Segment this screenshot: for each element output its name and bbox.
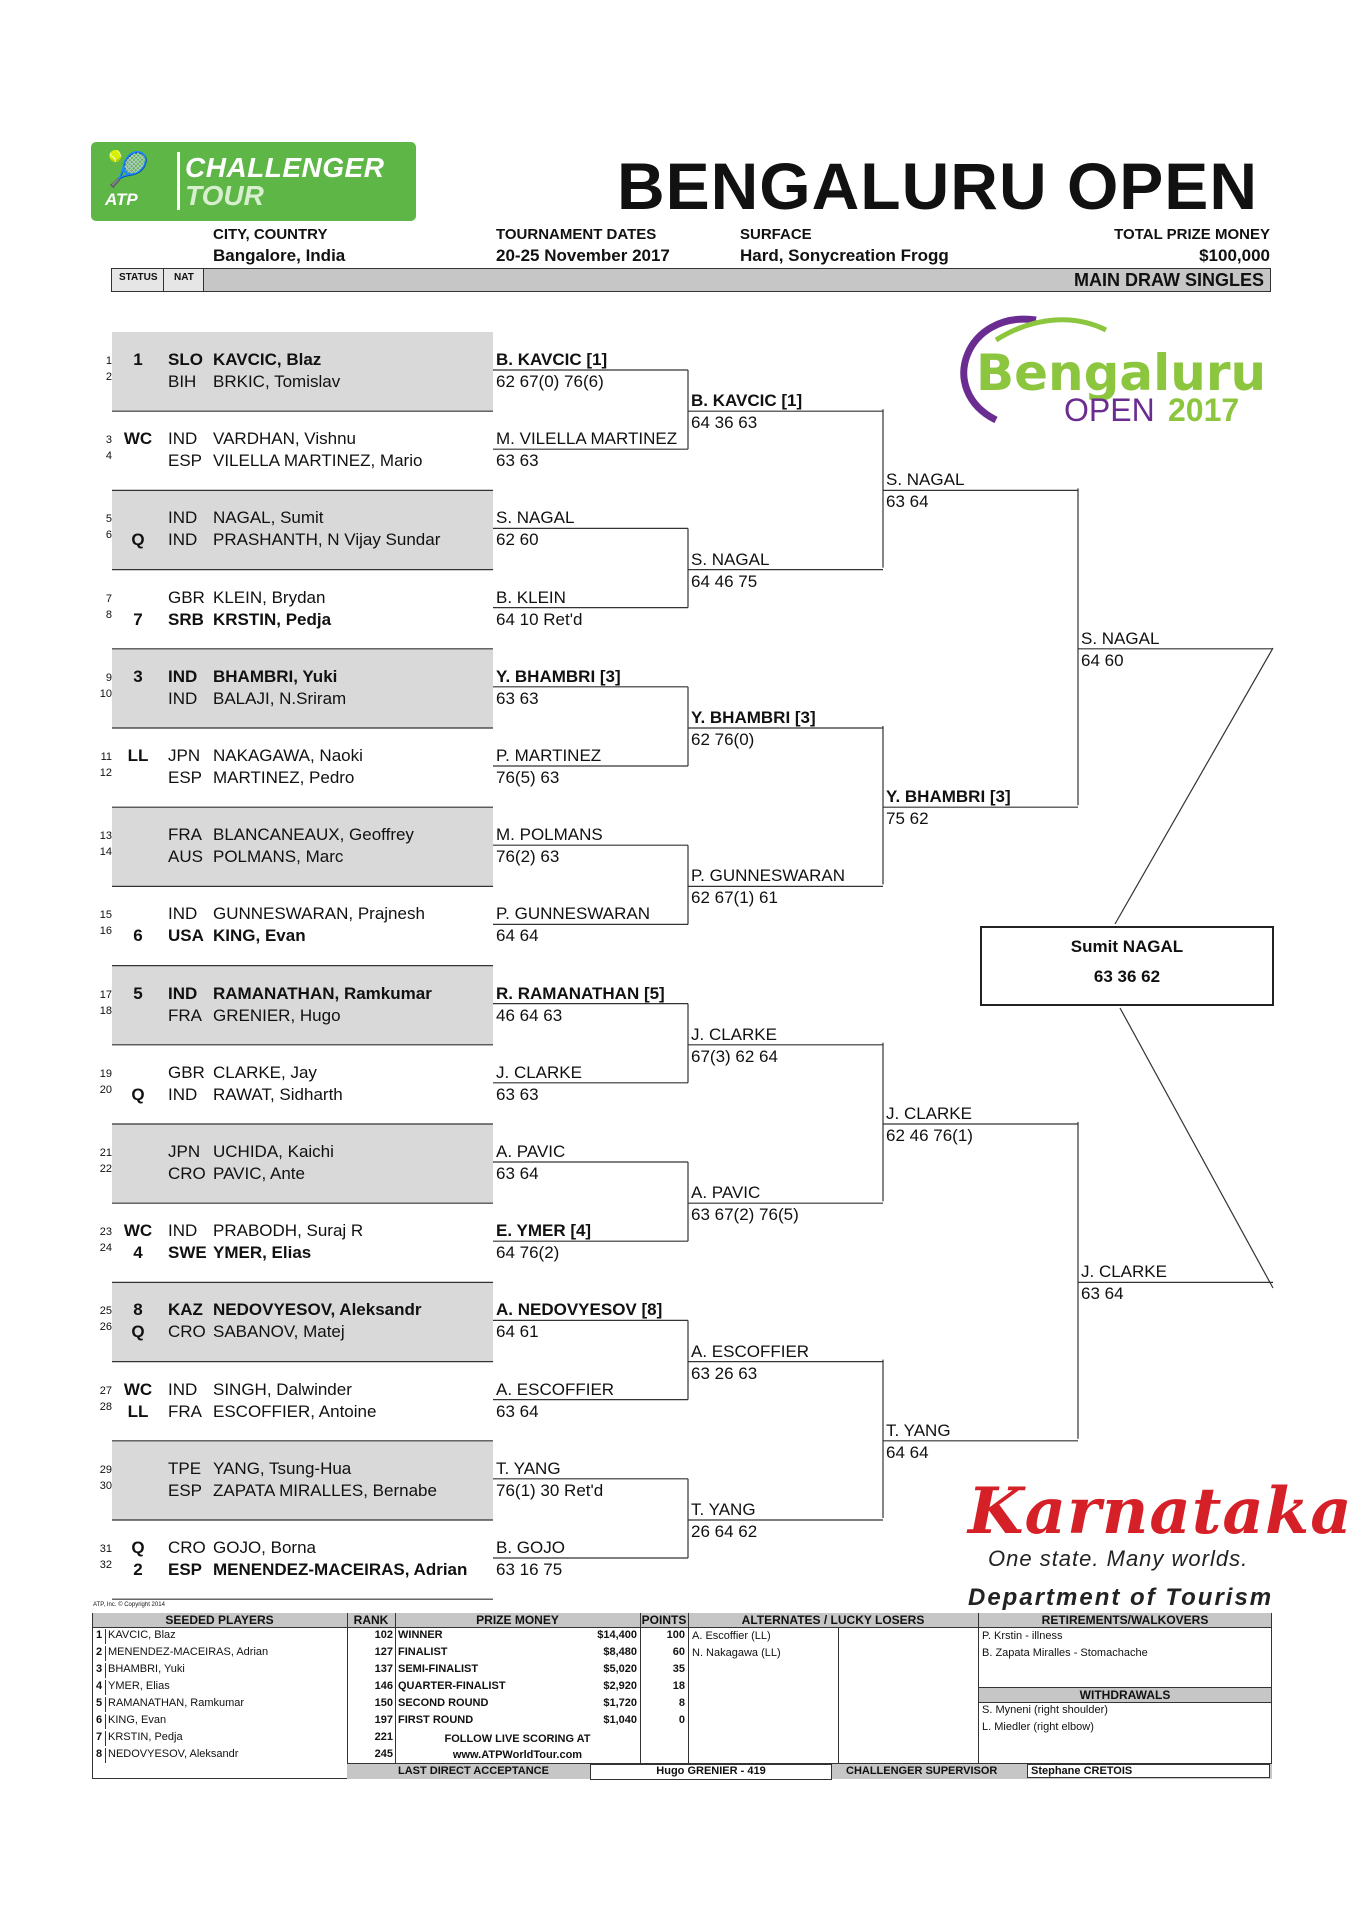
retirement-entry: B. Zapata Miralles - Stomachache xyxy=(982,1647,1148,1659)
draw-number: 12 xyxy=(99,767,112,779)
seeded-player-name: BHAMBRI, Yuki xyxy=(108,1663,185,1675)
points-header: POINTS xyxy=(641,1613,687,1627)
winner-name: J. CLARKE xyxy=(496,1062,582,1082)
seed-status: WC xyxy=(123,429,153,449)
prize-points: 18 xyxy=(672,1680,685,1692)
player-nat: IND xyxy=(168,904,198,924)
player-name: SABANOV, Matej xyxy=(213,1322,345,1342)
status-column-header: STATUS xyxy=(119,272,158,283)
player-name: UCHIDA, Kaichi xyxy=(213,1142,334,1161)
seed-status: Q xyxy=(131,1322,145,1342)
prize-money: $8,480 xyxy=(603,1646,637,1658)
seed-status: Q xyxy=(131,1084,145,1104)
winner-name: A. ESCOFFIER xyxy=(691,1341,810,1361)
seeded-rank: 197 xyxy=(374,1714,393,1726)
player-name: BALAJI, N.Sriram xyxy=(213,688,347,708)
seed-number: 7 xyxy=(96,1731,103,1743)
player-name: POLMANS, Marc xyxy=(213,847,344,867)
player-nat: ESP xyxy=(168,768,203,787)
winner-name: E. YMER [4] xyxy=(496,1221,592,1241)
draw-number: 32 xyxy=(99,1559,112,1571)
player-name: BRKIC, Tomislav xyxy=(213,372,341,391)
winner-name: T. YANG xyxy=(886,1420,951,1440)
bengaluru-open-logo xyxy=(946,310,1266,430)
seed-status: Q xyxy=(131,1538,145,1557)
player-nat: JPN xyxy=(168,746,201,765)
prize-money: $2,920 xyxy=(603,1680,637,1692)
winner-score: 64 76(2) xyxy=(496,1243,560,1263)
withdrawal-entry: S. Myneni (right shoulder) xyxy=(982,1704,1108,1716)
player-nat: IND xyxy=(168,1221,198,1241)
prize-points: 60 xyxy=(672,1646,685,1658)
seed-divider xyxy=(105,1731,106,1746)
winner-score: 62 60 xyxy=(496,530,539,550)
karnataka-logo: Karnataka xyxy=(968,1474,1353,1549)
surface-label: SURFACE xyxy=(740,226,812,243)
prize-points: 8 xyxy=(678,1697,685,1709)
winner-name: R. RAMANATHAN [5] xyxy=(496,983,665,1003)
prize-header: PRIZE MONEY xyxy=(476,1613,559,1627)
player-nat: CRO xyxy=(168,1164,206,1183)
player-name: NAGAL, Sumit xyxy=(213,508,324,528)
winner-name: P. GUNNESWARAN xyxy=(691,866,845,886)
prize-round: SEMI-FINALIST xyxy=(398,1663,479,1675)
prize-round: FIRST ROUND xyxy=(398,1714,474,1726)
seeded-player-name: YMER, Elias xyxy=(108,1680,170,1692)
winner-score: 76(2) 63 xyxy=(496,847,560,867)
winner-name: Y. BHAMBRI [3] xyxy=(496,666,621,686)
winner-name: J. CLARKE xyxy=(886,1104,972,1123)
player-name: NEDOVYESOV, Aleksandr xyxy=(213,1300,422,1320)
player-nat: FRA xyxy=(168,1401,202,1421)
seed-divider xyxy=(105,1663,106,1678)
draw-number: 29 xyxy=(99,1463,112,1476)
player-name: YMER, Elias xyxy=(213,1243,312,1263)
winner-name: T. YANG xyxy=(691,1500,756,1519)
player-nat: AUS xyxy=(168,847,203,867)
player-nat: JPN xyxy=(168,1142,201,1161)
draw-number: 20 xyxy=(99,1083,112,1096)
copyright: ATP, Inc. © Copyright 2014 xyxy=(93,1602,165,1608)
prize-money: $1,720 xyxy=(603,1697,637,1709)
winner-score: 63 64 xyxy=(886,492,929,512)
dates-value: 20-25 November 2017 xyxy=(496,246,670,265)
player-name: VARDHAN, Vishnu xyxy=(213,429,356,449)
header-rule xyxy=(92,1627,1272,1628)
winner-name: B. KAVCIC [1] xyxy=(496,350,608,369)
department-tourism: Department of Tourism xyxy=(968,1584,1274,1611)
winner-score: 62 67(1) 61 xyxy=(691,888,778,908)
draw-number: 17 xyxy=(99,988,112,1001)
retirement-entry: P. Krstin - illness xyxy=(982,1630,1063,1642)
tennis-player-icon: 🎾 xyxy=(107,151,150,189)
winner-name: M. POLMANS xyxy=(496,825,603,845)
draw-number: 8 xyxy=(105,608,112,621)
winner-name: S. NAGAL xyxy=(691,549,770,569)
seed-divider xyxy=(105,1629,106,1644)
player-name: RAMANATHAN, Ramkumar xyxy=(213,983,432,1003)
nat-column-header: NAT xyxy=(174,272,194,283)
follow-url: www.ATPWorldTour.com xyxy=(452,1749,583,1761)
winner-name: S. NAGAL xyxy=(886,470,965,490)
player-nat: IND xyxy=(168,666,198,686)
withdrawals-header: WITHDRAWALS xyxy=(979,1687,1271,1703)
player-nat: SWE xyxy=(168,1243,207,1263)
winner-score: 63 16 75 xyxy=(496,1560,563,1579)
draw-number: 5 xyxy=(105,513,112,526)
player-nat: ESP xyxy=(168,1480,203,1500)
seeded-player-name: KRSTIN, Pedja xyxy=(108,1731,183,1743)
draw-number: 15 xyxy=(99,909,112,922)
draw-number: 7 xyxy=(105,592,112,605)
seeded-player-name: RAMANATHAN, Ramkumar xyxy=(108,1697,245,1709)
player-name: NAKAGAWA, Naoki xyxy=(213,746,363,765)
winner-score: 76(1) 30 Ret'd xyxy=(496,1480,604,1500)
player-name: GUNNESWARAN, Prajnesh xyxy=(213,904,425,924)
prize-points: 0 xyxy=(678,1714,685,1726)
seeded-player-name: NEDOVYESOV, Aleksandr xyxy=(108,1748,239,1760)
seeded-rank: 102 xyxy=(374,1629,393,1641)
winner-score: 63 64 xyxy=(496,1164,539,1183)
player-name: ZAPATA MIRALLES, Bernabe xyxy=(213,1480,437,1500)
player-name: MENENDEZ-MACEIRAS, Adrian xyxy=(213,1560,468,1579)
player-nat: CRO xyxy=(168,1322,206,1342)
player-name: BHAMBRI, Yuki xyxy=(213,666,338,686)
seed-status: 1 xyxy=(133,350,143,369)
player-nat: IND xyxy=(168,688,198,708)
logo-line1: CHALLENGER xyxy=(185,152,385,183)
draw-number: 31 xyxy=(99,1543,112,1555)
winner-score: 63 64 xyxy=(1081,1284,1124,1304)
draw-number: 21 xyxy=(99,1147,112,1159)
surface-value: Hard, Sonycreation Frogg xyxy=(740,246,949,265)
winner-score: 67(3) 62 64 xyxy=(691,1046,778,1066)
draw-number: 9 xyxy=(105,671,112,684)
winner-name: A. PAVIC xyxy=(691,1183,761,1203)
draw-number: 30 xyxy=(99,1479,112,1492)
player-nat: IND xyxy=(168,508,198,528)
draw-number: 6 xyxy=(105,529,112,542)
draw-number: 11 xyxy=(100,751,112,763)
seed-status: 2 xyxy=(133,1560,143,1579)
player-name: KAVCIC, Blaz xyxy=(213,350,322,369)
draw-number: 4 xyxy=(105,450,112,463)
player-nat: FRA xyxy=(168,1005,202,1025)
draw-number: 18 xyxy=(99,1004,112,1017)
draw-number: 22 xyxy=(99,1163,112,1175)
draw-number: 10 xyxy=(99,687,112,700)
winner-name: B. GOJO xyxy=(496,1538,565,1557)
winner-score: 64 46 75 xyxy=(691,571,758,591)
seeded-header: SEEDED PLAYERS xyxy=(165,1613,274,1627)
winner-name: P. GUNNESWARAN xyxy=(496,904,650,924)
seed-status: WC xyxy=(123,1221,153,1241)
supervisor-value: Stephane CRETOIS xyxy=(1027,1764,1270,1778)
winner-name: Y. BHAMBRI [3] xyxy=(886,787,1011,807)
draw-number: 25 xyxy=(99,1305,112,1318)
player-nat: FRA xyxy=(168,825,202,845)
winner-name: M. VILELLA MARTINEZ xyxy=(496,429,678,449)
seed-status: LL xyxy=(127,1401,149,1421)
player-nat: IND xyxy=(168,530,198,550)
prize-label: TOTAL PRIZE MONEY xyxy=(1114,226,1270,243)
seed-status: 5 xyxy=(133,983,143,1003)
player-name: RAWAT, Sidharth xyxy=(213,1084,343,1104)
winner-score: 64 61 xyxy=(496,1322,539,1342)
seed-status: 7 xyxy=(133,609,143,629)
winner-name: A. PAVIC xyxy=(496,1142,566,1161)
seed-number: 5 xyxy=(96,1697,103,1709)
seeded-player-name: KING, Evan xyxy=(108,1714,167,1726)
player-name: GOJO, Borna xyxy=(213,1538,316,1557)
draw-number: 27 xyxy=(99,1384,112,1397)
logo-atp: ATP xyxy=(105,190,138,209)
logo-word: Bengaluru xyxy=(976,344,1267,402)
logo-year: 2017 xyxy=(1168,392,1240,428)
player-nat: KAZ xyxy=(168,1300,203,1320)
player-name: PAVIC, Ante xyxy=(213,1164,305,1183)
seed-status: 8 xyxy=(133,1300,143,1320)
player-nat: SLO xyxy=(168,350,203,369)
city-label: CITY, COUNTRY xyxy=(213,226,328,243)
draw-number: 3 xyxy=(105,434,112,447)
alternate-entry: A. Escoffier (LL) xyxy=(692,1630,771,1642)
logo-open: OPEN xyxy=(1064,392,1155,428)
seed-number: 6 xyxy=(96,1714,103,1726)
winner-score: 63 63 xyxy=(496,1084,539,1104)
winner-score: 64 60 xyxy=(1081,650,1124,670)
draw-number: 28 xyxy=(99,1400,112,1413)
seed-status: 6 xyxy=(133,926,143,946)
prize-round: WINNER xyxy=(398,1629,443,1641)
winner-name: A. ESCOFFIER xyxy=(496,1379,615,1399)
prize-points: 35 xyxy=(672,1663,685,1675)
player-nat: SRB xyxy=(168,609,204,629)
player-nat: BIH xyxy=(168,372,197,391)
ret-header: RETIREMENTS/WALKOVERS xyxy=(1041,1613,1209,1627)
final-connector-bottom xyxy=(1120,1008,1273,1288)
alt-divider xyxy=(838,1628,839,1763)
winner-name: A. NEDOVYESOV [8] xyxy=(496,1300,663,1320)
lda-label: LAST DIRECT ACCEPTANCE xyxy=(398,1765,549,1777)
player-nat: IND xyxy=(168,1379,198,1399)
prize-points: 100 xyxy=(666,1629,685,1641)
player-name: KRSTIN, Pedja xyxy=(213,609,332,629)
champion-name: Sumit NAGAL xyxy=(1070,937,1184,956)
winner-score: 63 63 xyxy=(496,688,539,708)
player-name: VILELLA MARTINEZ, Mario xyxy=(213,451,423,471)
winner-score: 64 64 xyxy=(496,926,539,946)
player-nat: IND xyxy=(168,429,198,449)
winner-score: 62 67(0) 76(6) xyxy=(496,372,604,391)
draw-name: MAIN DRAW SINGLES xyxy=(1073,270,1264,290)
champion-score: 63 36 62 xyxy=(1093,967,1161,986)
player-name: CLARKE, Jay xyxy=(213,1062,317,1082)
winner-score: 62 46 76(1) xyxy=(886,1126,973,1145)
player-name: GRENIER, Hugo xyxy=(213,1005,341,1025)
player-nat: IND xyxy=(168,983,198,1003)
winner-score: 75 62 xyxy=(886,809,929,829)
seed-divider xyxy=(105,1714,106,1729)
winner-name: S. NAGAL xyxy=(1081,628,1160,648)
winner-score: 64 10 Ret'd xyxy=(496,609,583,629)
seeded-rank: 245 xyxy=(374,1748,393,1760)
player-nat: CRO xyxy=(168,1538,206,1557)
draw-number: 19 xyxy=(99,1067,112,1080)
seed-status: Q xyxy=(131,530,145,550)
player-name: BLANCANEAUX, Geoffrey xyxy=(213,825,414,845)
draw-number: 2 xyxy=(105,371,112,383)
winner-name: P. MARTINEZ xyxy=(496,746,602,765)
seed-divider xyxy=(105,1697,106,1712)
player-nat: ESP xyxy=(168,451,203,471)
player-name: ESCOFFIER, Antoine xyxy=(213,1401,377,1421)
withdrawal-entry: L. Miedler (right elbow) xyxy=(982,1721,1094,1733)
winner-score: 46 64 63 xyxy=(496,1005,563,1025)
winner-name: S. NAGAL xyxy=(496,508,575,528)
winner-name: B. KLEIN xyxy=(496,587,566,607)
winner-score: 63 67(2) 76(5) xyxy=(691,1205,799,1225)
draw-number: 26 xyxy=(99,1321,112,1334)
seed-number: 2 xyxy=(96,1646,103,1658)
winner-score: 64 64 xyxy=(886,1442,929,1462)
seeded-rank: 137 xyxy=(374,1663,393,1675)
prize-value: $100,000 xyxy=(1199,246,1270,265)
player-nat: GBR xyxy=(168,587,205,607)
prize-round: FINALIST xyxy=(398,1646,448,1658)
winner-score: 63 63 xyxy=(496,451,539,471)
rank-header: RANK xyxy=(353,1613,389,1627)
prize-money: $14,400 xyxy=(597,1629,637,1641)
prize-money: $1,040 xyxy=(603,1714,637,1726)
seed-status: WC xyxy=(123,1379,153,1399)
winner-score: 76(5) 63 xyxy=(496,768,560,787)
seeded-rank: 150 xyxy=(374,1697,393,1709)
player-nat: USA xyxy=(168,926,204,946)
seed-number: 4 xyxy=(96,1680,103,1692)
seed-status: 4 xyxy=(133,1243,143,1263)
prize-round: SECOND ROUND xyxy=(398,1697,489,1709)
karnataka-tagline: One state. Many worlds. xyxy=(988,1546,1249,1571)
draw-number: 16 xyxy=(99,925,112,938)
winner-score: 63 64 xyxy=(496,1401,539,1421)
seed-number: 3 xyxy=(96,1663,103,1675)
seeded-player-name: MENENDEZ-MACEIRAS, Adrian xyxy=(108,1646,269,1658)
player-name: MARTINEZ, Pedro xyxy=(213,768,355,787)
city-value: Bangalore, India xyxy=(213,246,346,265)
player-nat: IND xyxy=(168,1084,198,1104)
player-nat: TPE xyxy=(168,1458,202,1478)
seed-status: LL xyxy=(127,746,149,765)
player-name: KLEIN, Brydan xyxy=(213,587,326,607)
player-name: PRASHANTH, N Vijay Sundar xyxy=(213,530,441,550)
seeded-rank: 127 xyxy=(374,1646,393,1658)
seed-divider xyxy=(105,1748,106,1763)
follow-text: FOLLOW LIVE SCORING AT xyxy=(444,1733,591,1745)
winner-score: 26 64 62 xyxy=(691,1522,758,1541)
logo-line2: TOUR xyxy=(185,180,264,211)
prize-round: QUARTER-FINALIST xyxy=(398,1680,506,1692)
winner-score: 64 36 63 xyxy=(691,413,758,433)
seeded-rank: 146 xyxy=(374,1680,393,1692)
player-nat: GBR xyxy=(168,1062,205,1082)
seed-number: 8 xyxy=(96,1748,103,1760)
winner-name: B. KAVCIC [1] xyxy=(691,391,803,411)
lda-value: Hugo GRENIER - 419 xyxy=(590,1764,832,1780)
seed-divider xyxy=(105,1680,106,1695)
final-connector-top xyxy=(1115,648,1273,924)
seed-status: 3 xyxy=(133,666,143,686)
draw-number: 23 xyxy=(99,1226,112,1239)
draw-number: 14 xyxy=(99,846,112,859)
player-name: KING, Evan xyxy=(213,926,306,946)
seed-number: 1 xyxy=(96,1629,103,1641)
tournament-title: BENGALURU OPEN xyxy=(616,149,1258,223)
seed-divider xyxy=(105,1646,106,1661)
alternate-entry: N. Nakagawa (LL) xyxy=(692,1647,781,1659)
player-nat: ESP xyxy=(168,1560,203,1579)
seeded-rank: 221 xyxy=(374,1731,393,1743)
draw-number: 24 xyxy=(99,1242,112,1255)
draw-number: 13 xyxy=(99,830,112,843)
champion-box xyxy=(980,926,1274,1006)
winner-score: 62 76(0) xyxy=(691,730,755,749)
alt-header: ALTERNATES / LUCKY LOSERS xyxy=(741,1613,925,1627)
winner-name: J. CLARKE xyxy=(1081,1262,1167,1282)
winner-name: T. YANG xyxy=(496,1458,561,1478)
dates-label: TOURNAMENT DATES xyxy=(496,226,657,243)
seeded-player-name: KAVCIC, Blaz xyxy=(108,1629,176,1641)
player-name: SINGH, Dalwinder xyxy=(213,1379,352,1399)
winner-name: Y. BHAMBRI [3] xyxy=(691,708,816,727)
winner-score: 63 26 63 xyxy=(691,1363,758,1383)
winner-name: J. CLARKE xyxy=(691,1024,777,1044)
player-name: YANG, Tsung-Hua xyxy=(213,1458,352,1478)
player-name: PRABODH, Suraj R xyxy=(213,1221,364,1241)
draw-number: 1 xyxy=(105,355,112,367)
col-divider xyxy=(688,1613,689,1763)
prize-money: $5,020 xyxy=(603,1663,637,1675)
supervisor-label: CHALLENGER SUPERVISOR xyxy=(846,1765,998,1777)
